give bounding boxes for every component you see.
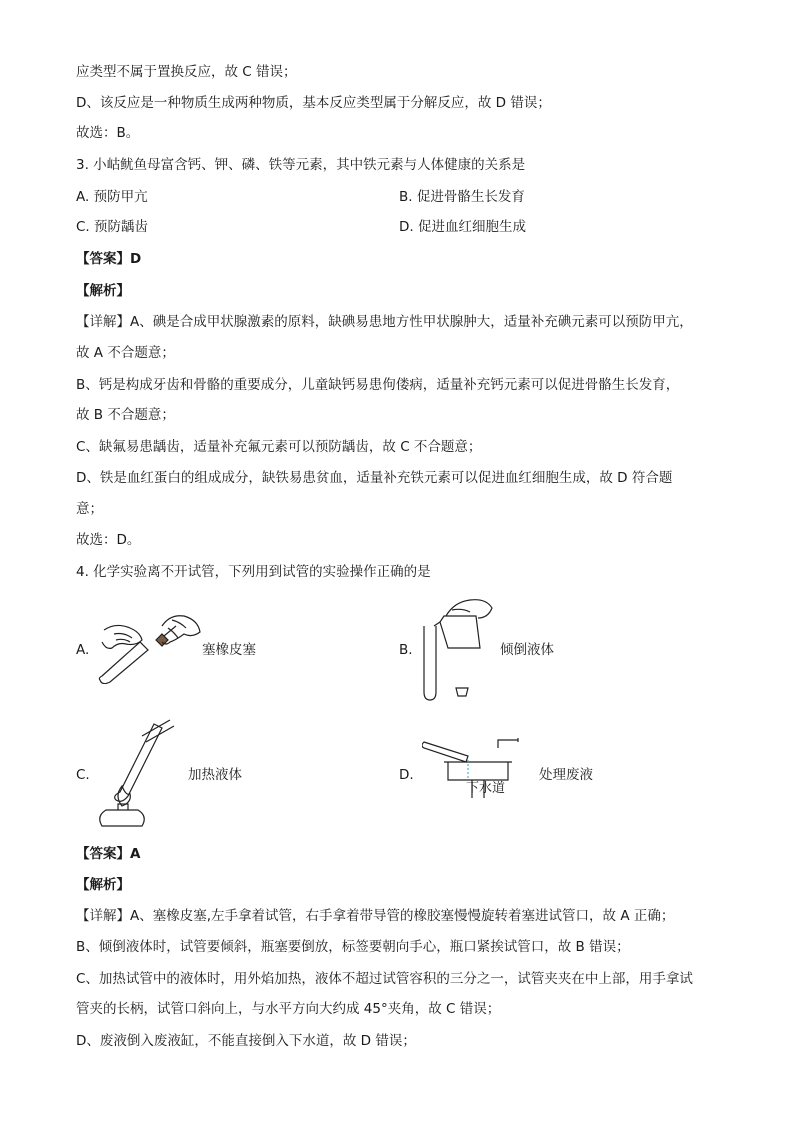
answer-label: 【答案】D xyxy=(76,251,142,267)
figure-b-letter: B. xyxy=(399,642,413,658)
text-line: C、缺氟易患龋齿，适量补充氟元素可以预防龋齿，故 C 不合题意； xyxy=(76,439,482,455)
figure-a-letter: A. xyxy=(76,642,90,658)
figure-d-letter: D. xyxy=(399,767,414,783)
text-line: 应类型不属于置换反应，故 C 错误； xyxy=(76,64,297,80)
text-line: 故 B 不合题意； xyxy=(76,407,175,423)
text-line: 管夹的长柄，试管口斜向上，与水平方向大约成 45°夹角，故 C 错误； xyxy=(76,1001,501,1017)
figure-c-caption: 加热液体 xyxy=(188,767,242,783)
text-line: D、铁是血红蛋白的组成成分，缺铁易患贫血，适量补充铁元素可以促进血红细胞生成，故 D 符合题 xyxy=(76,470,673,486)
question-3-stem: 3. 小岵鱿鱼母富含钙、钾、磷、铁等元素，其中铁元素与人体健康的关系是 xyxy=(76,157,526,173)
text-line: C、加热试管中的液体时，用外焰加热，液体不超过试管容积的三分之一，试管夹夹在中上部，用手拿试 xyxy=(76,971,693,987)
figure-c-letter: C. xyxy=(76,767,90,783)
figure-a-caption: 塞橡皮塞 xyxy=(202,642,256,658)
question-3-option-d: D. 促进血红细胞生成 xyxy=(399,219,526,235)
question-4-stem: 4. 化学实验离不开试管，下列用到试管的实验操作正确的是 xyxy=(76,564,431,580)
text-line: 【详解】A、碘是合成甲状腺激素的原料，缺碘易患地方性甲状腺肿大，适量补充碘元素可以预防甲亢， xyxy=(76,314,693,330)
text-line: B、倾倒液体时，试管要倾斜，瓶塞要倒放，标签要朝向手心，瓶口紧挨试管口，故 B 错误； xyxy=(76,939,630,955)
figure-c-illustration xyxy=(92,716,182,834)
text-line: D、该反应是一种物质生成两种物质，基本反应类型属于分解反应，故 D 错误； xyxy=(76,95,551,111)
figure-b-illustration xyxy=(418,596,498,706)
text-line: 故 A 不合题意； xyxy=(76,345,175,361)
figure-d-inner-label: 下水道 xyxy=(466,781,506,796)
question-3-option-c: C. 预防龋齿 xyxy=(76,219,149,235)
text-line: 【详解】A、塞橡皮塞,左手拿着试管，右手拿着带导管的橡胶塞慢慢旋转着塞进试管口，故 A 正确； xyxy=(76,908,675,924)
analysis-label: 【解析】 xyxy=(76,877,130,893)
question-3-option-b: B. 促进骨骼生长发育 xyxy=(399,189,525,205)
question-3-option-a: A. 预防甲亢 xyxy=(76,189,148,205)
text-line: B、钙是构成牙齿和骨骼的重要成分，儿童缺钙易患佝偻病，适量补充钙元素可以促进骨骼生长发育， xyxy=(76,377,680,393)
answer-label: 【答案】A xyxy=(76,846,141,862)
text-line: 意； xyxy=(76,501,103,517)
text-line: 故选：D。 xyxy=(76,532,141,548)
text-line: 故选：B。 xyxy=(76,125,140,141)
figure-a-illustration xyxy=(96,612,202,684)
analysis-label: 【解析】 xyxy=(76,283,130,299)
figure-b-caption: 倾倒液体 xyxy=(500,642,554,658)
text-line: D、废液倒入废液缸，不能直接倒入下水道，故 D 错误； xyxy=(76,1033,416,1049)
figure-d-caption: 处理废液 xyxy=(539,767,593,783)
